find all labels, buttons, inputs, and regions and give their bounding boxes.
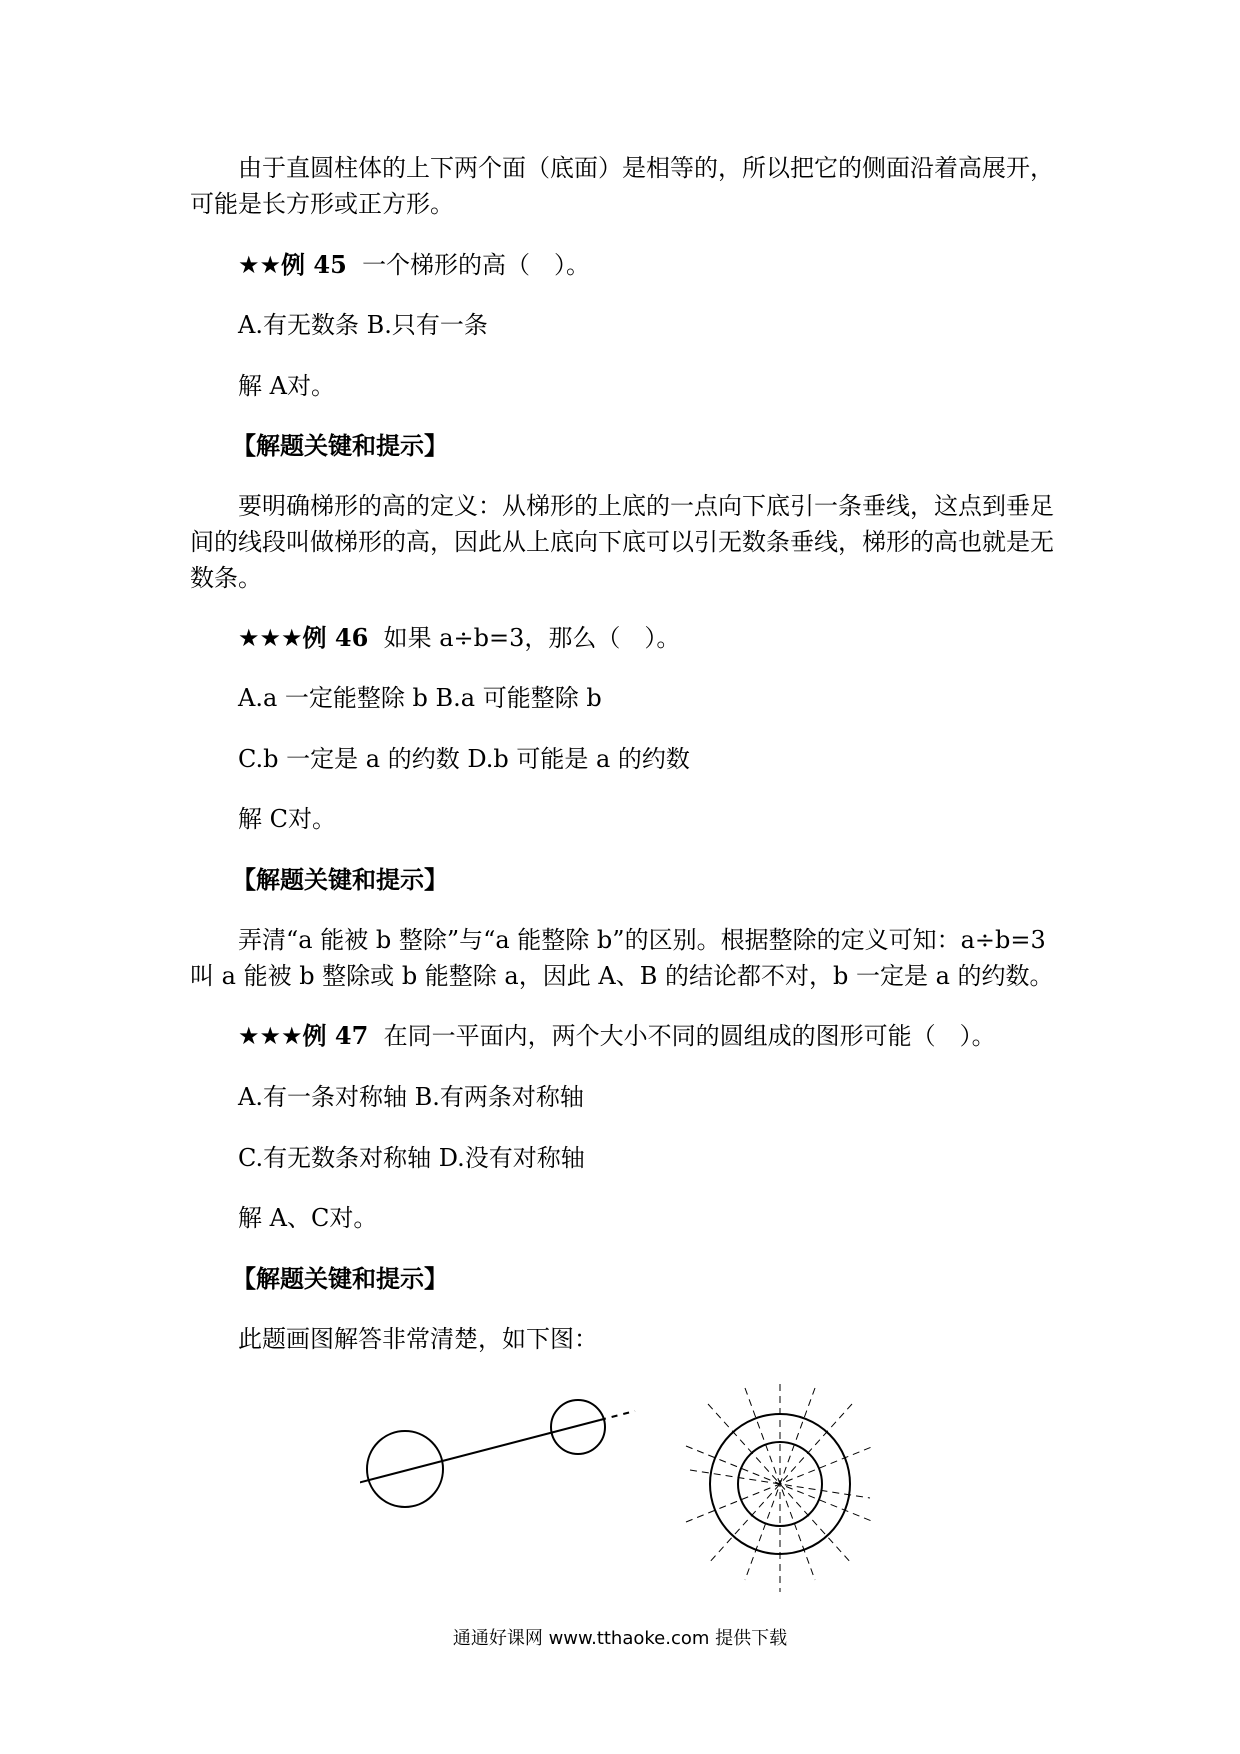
large-circle <box>367 1431 443 1507</box>
example-question: 一个梯形的高（ ）。 <box>362 251 591 279</box>
example-46-heading <box>238 620 1108 656</box>
intro-paragraph <box>190 150 1060 222</box>
example-47-options-1: A.有一条对称轴 B.有两条对称轴 <box>238 1083 584 1111</box>
example-47-key-text: 此题画图解答非常清楚，如下图： <box>238 1325 598 1353</box>
example-46-options-1: A.a 一定能整除 b B.a 可能整除 b <box>238 684 602 712</box>
symmetry-axes <box>686 1384 874 1592</box>
page-footer: 通通好课网 www.tthaoke.com 提供下载 <box>452 1628 788 1649</box>
example-46-options-2: C.b 一定是 a 的约数 D.b 可能是 a 的约数 <box>238 745 690 773</box>
small-circle <box>551 1400 605 1454</box>
example-45-key-text: 要明确梯形的高的定义：从梯形的上底的一点向下底引一条垂线，这点到垂足间的线段叫做梯形的高，因此从上底向下底可以引无数条垂线，梯形的高也就是无数条。 <box>190 492 1054 592</box>
example-label: 例 45 <box>281 250 347 279</box>
example-47-heading <box>238 1018 1108 1054</box>
example-question: 在同一平面内，两个大小不同的圆组成的图形可能（ ）。 <box>383 1022 996 1050</box>
example-label: 例 46 <box>302 623 369 652</box>
separate-circles-diagram <box>360 1400 635 1507</box>
example-47-answer: 解 A、C对。 <box>238 1204 378 1232</box>
example-45-heading <box>238 247 1108 283</box>
example-45-options: A.有无数条 B.只有一条 <box>238 311 488 339</box>
example-46-key-text: 弄清“a 能被 b 整除”与“a 能整除 b”的区别。根据整除的定义可知：a÷b=3 叫 a 能被 b 整除或 b 能整除 a，因此 A、B 的结论都不对，b 一定是 a 的约数。 <box>190 926 1054 990</box>
example-label: 例 47 <box>302 1021 369 1050</box>
example-46-key-title: 【解题关键和提示】 <box>232 865 448 894</box>
concentric-circles-diagram <box>686 1384 874 1592</box>
symmetry-axis-dashed <box>600 1411 635 1420</box>
difficulty-stars: ★★ <box>238 251 282 279</box>
example-46-answer: 解 C对。 <box>238 805 336 833</box>
example-45-answer: 解 A对。 <box>238 372 335 400</box>
intro-line-2: 可能是长方形或正方形。 <box>190 190 454 218</box>
difficulty-stars: ★★★ <box>238 1022 303 1050</box>
circles-figure <box>360 1372 880 1602</box>
difficulty-stars: ★★★ <box>238 624 303 652</box>
symmetry-axis-line <box>360 1420 600 1485</box>
example-45-key-title: 【解题关键和提示】 <box>232 431 448 460</box>
intro-line-1: 由于直圆柱体的上下两个面（底面）是相等的，所以把它的侧面沿着高展开， <box>238 154 1054 182</box>
example-47-key-title: 【解题关键和提示】 <box>232 1264 448 1293</box>
example-47-options-2: C.有无数条对称轴 D.没有对称轴 <box>238 1144 585 1172</box>
example-question: 如果 a÷b=3，那么（ ）。 <box>383 624 681 652</box>
